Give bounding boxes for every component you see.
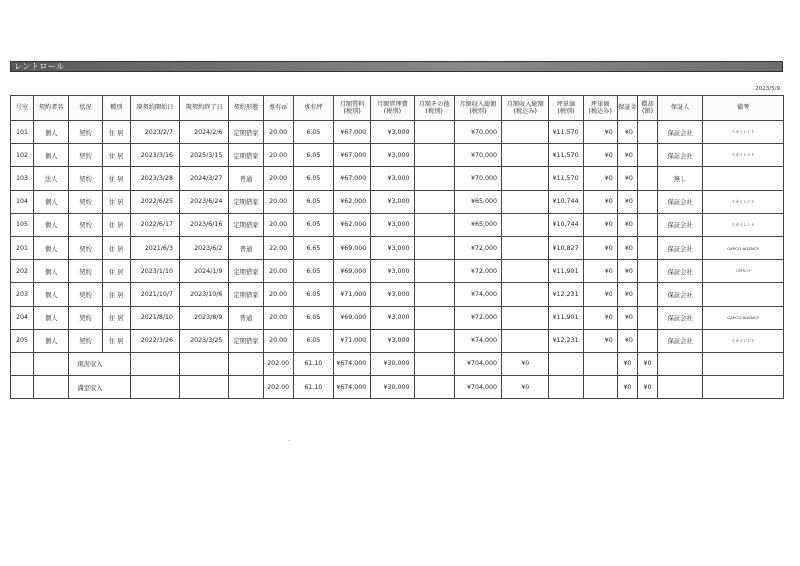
notes-cell: スカイレント (703, 144, 784, 167)
footer-mark: - (288, 437, 291, 444)
end-date-cell: 2025/3/15 (180, 144, 229, 167)
deposit-cell: ¥0 (617, 121, 637, 144)
totals-blank-cell (180, 352, 229, 375)
start-date-cell: 2023/3/16 (130, 144, 179, 167)
area-m2-cell: 20.00 (263, 144, 293, 167)
room-cell: 102 (11, 144, 34, 167)
totals-blank-cell (34, 376, 69, 399)
area-m2-cell: 20.00 (263, 306, 293, 329)
amort-cell (637, 190, 657, 213)
header-row (11, 96, 784, 121)
mgmt-fee-cell: ¥3,000 (371, 190, 414, 213)
area-tsubo-cell: 6.05 (293, 144, 333, 167)
unit-price-tax-cell: ¥0 (583, 213, 617, 236)
area-tsubo-cell: 6.05 (293, 167, 333, 190)
form-cell: 普通 (229, 236, 263, 259)
mgmt-fee-cell: ¥3,000 (371, 213, 414, 236)
amort-cell (637, 306, 657, 329)
unit-price-tax-cell: ¥0 (583, 329, 617, 352)
other-fee-cell (414, 236, 454, 259)
other-fee-cell (414, 190, 454, 213)
total-cell: ¥74,000 (454, 329, 501, 352)
area-tsubo-cell: 6.05 (293, 260, 333, 283)
type-cell: 住 居 (102, 283, 130, 306)
status-cell: 契約 (69, 213, 102, 236)
form-cell: 定期借家 (229, 190, 263, 213)
total-tax-cell (502, 306, 549, 329)
totals-row (11, 352, 784, 375)
status-cell: 契約 (69, 121, 102, 144)
header-form: 契約形態 (229, 96, 263, 121)
total-tax-cell (502, 121, 549, 144)
rent-cell: ¥71,000 (334, 329, 371, 352)
total-tax-cell (502, 329, 549, 352)
total-cell: ¥70,000 (454, 167, 501, 190)
rent-cell: ¥62,000 (334, 190, 371, 213)
header-total-tax-line2: (税込み) (513, 108, 537, 115)
rent-cell: ¥67,000 (334, 121, 371, 144)
totals-blank-cell (229, 352, 263, 375)
tenant-name-cell: 個人 (34, 121, 69, 144)
rent-cell: ¥69,000 (334, 236, 371, 259)
totals-blank-cell (703, 352, 784, 375)
area-m2-cell: 20.00 (263, 260, 293, 283)
start-date-cell: 2023/2/7 (130, 121, 179, 144)
totals-blank-cell (414, 352, 454, 375)
room-cell: 104 (11, 190, 34, 213)
header-area-m2: 専有㎡ (263, 96, 293, 121)
status-cell: 契約 (69, 190, 102, 213)
end-date-cell: 2023/10/6 (180, 283, 229, 306)
unit-price-cell: ¥10,744 (549, 213, 583, 236)
totals-blank-cell (130, 352, 179, 375)
status-cell: 契約 (69, 329, 102, 352)
totals-blank-cell (130, 376, 179, 399)
deposit-cell: ¥0 (617, 236, 637, 259)
start-date-cell: 2022/6/25 (130, 190, 179, 213)
unit-price-tax-cell: ¥0 (583, 121, 617, 144)
totals-area-tsubo-cell: 61.10 (293, 352, 333, 375)
tenant-name-cell: 個人 (34, 190, 69, 213)
header-deposit: 保証金 (617, 96, 637, 121)
type-cell: 住 居 (102, 329, 130, 352)
total-tax-cell (502, 283, 549, 306)
header-mgmt (371, 96, 414, 121)
room-cell: 204 (11, 306, 34, 329)
unit-price-cell: ¥10,744 (549, 190, 583, 213)
deposit-cell: ¥0 (617, 167, 637, 190)
table-row (11, 329, 784, 352)
unit-price-tax-cell: ¥0 (583, 236, 617, 259)
header-mgmt-line1: 月額管理費 (376, 100, 408, 108)
header-amortization (637, 96, 657, 121)
start-date-cell: 2022/3/26 (130, 329, 179, 352)
notes-cell: スカイレント (703, 190, 784, 213)
totals-label-cell: 現況収入 (69, 352, 130, 375)
totals-area-tsubo-cell: 61.10 (293, 376, 333, 399)
tenant-name-cell: 個人 (34, 283, 69, 306)
totals-blank-cell (414, 376, 454, 399)
other-fee-cell (414, 260, 454, 283)
header-total (454, 96, 501, 121)
deposit-cell: ¥0 (617, 283, 637, 306)
area-m2-cell: 20.00 (263, 283, 293, 306)
totals-blank-cell (583, 376, 617, 399)
unit-price-tax-cell: ¥0 (583, 306, 617, 329)
unit-price-cell: ¥12,231 (549, 283, 583, 306)
total-tax-cell (502, 213, 549, 236)
form-cell: 定期借家 (229, 329, 263, 352)
guarantor-cell: 保証会社 (658, 236, 703, 259)
totals-label-cell: 満室収入 (69, 376, 130, 399)
guarantor-cell: 保証会社 (658, 329, 703, 352)
header-room: 号室 (11, 96, 34, 121)
guarantor-cell: 保証会社 (658, 260, 703, 283)
totals-area-m2-cell: 202.00 (263, 352, 293, 375)
form-cell: 普通 (229, 306, 263, 329)
notes-cell: ｼｽｶｲﾚﾝﾄ (703, 260, 784, 283)
area-tsubo-cell: 6.65 (293, 236, 333, 259)
total-cell: ¥65,000 (454, 190, 501, 213)
type-cell: 住 居 (102, 236, 130, 259)
total-tax-cell (502, 236, 549, 259)
other-fee-cell (414, 306, 454, 329)
tenant-name-cell: 個人 (34, 329, 69, 352)
end-date-cell: 2024/3/27 (180, 167, 229, 190)
total-cell: ¥72,000 (454, 260, 501, 283)
totals-blank-cell (658, 376, 703, 399)
room-cell: 205 (11, 329, 34, 352)
type-cell: 住 居 (102, 167, 130, 190)
type-cell: 住 居 (102, 260, 130, 283)
end-date-cell: 2023/6/2 (180, 236, 229, 259)
area-m2-cell: 20.00 (263, 167, 293, 190)
totals-total-tax-cell: ¥0 (502, 376, 549, 399)
unit-price-tax-cell: ¥0 (583, 144, 617, 167)
form-cell: 定期借家 (229, 260, 263, 283)
header-unit-price (549, 96, 583, 121)
total-cell: ¥70,000 (454, 144, 501, 167)
header-amort-line1: 償却 (641, 100, 654, 108)
amort-cell (637, 329, 657, 352)
totals-blank-cell (549, 376, 583, 399)
room-cell: 101 (11, 121, 34, 144)
totals-blank-cell (549, 352, 583, 375)
header-other (414, 96, 454, 121)
header-total-line1: 月額収入総額 (459, 100, 497, 108)
header-area-tsubo: 専有坪 (293, 96, 333, 121)
other-fee-cell (414, 213, 454, 236)
totals-blank-cell (34, 352, 69, 375)
mgmt-fee-cell: ¥3,000 (371, 283, 414, 306)
header-status: 状況 (69, 96, 102, 121)
header-guarantor: 保証人 (658, 96, 703, 121)
rows-body (11, 121, 784, 353)
start-date-cell: 2021/8/10 (130, 306, 179, 329)
rent-roll-table (10, 95, 784, 399)
end-date-cell: 2024/1/9 (180, 260, 229, 283)
rent-cell: ¥69,000 (334, 306, 371, 329)
unit-price-cell: ¥12,231 (549, 329, 583, 352)
unit-price-cell: ¥11,570 (549, 167, 583, 190)
totals-blank-cell (229, 376, 263, 399)
guarantor-cell: 保証会社 (658, 144, 703, 167)
area-tsubo-cell: 6.05 (293, 213, 333, 236)
area-m2-cell: 20.00 (263, 329, 293, 352)
tenant-name-cell: 法人 (34, 167, 69, 190)
mgmt-fee-cell: ¥3,000 (371, 121, 414, 144)
notes-cell: CAPCO AGENCY (703, 306, 784, 329)
type-cell: 住 居 (102, 144, 130, 167)
unit-price-cell: ¥10,827 (549, 236, 583, 259)
totals-blank-cell (658, 352, 703, 375)
form-cell: 普通 (229, 167, 263, 190)
table-row (11, 260, 784, 283)
status-cell: 契約 (69, 283, 102, 306)
room-cell: 105 (11, 213, 34, 236)
totals-deposit-cell: ¥0 (617, 352, 637, 375)
room-cell: 201 (11, 236, 34, 259)
total-cell: ¥70,000 (454, 121, 501, 144)
deposit-cell: ¥0 (617, 190, 637, 213)
guarantor-cell: 保証会社 (658, 306, 703, 329)
totals-deposit-cell: ¥0 (617, 376, 637, 399)
guarantor-cell: 保証会社 (658, 190, 703, 213)
header-total-tax-line1: 月額収入総額 (506, 100, 544, 108)
form-cell: 定期借家 (229, 213, 263, 236)
header-unit-price-line1: 坪単価 (556, 100, 576, 108)
table-row (11, 283, 784, 306)
start-date-cell: 2021/6/3 (130, 236, 179, 259)
area-tsubo-cell: 6.05 (293, 121, 333, 144)
header-amort-line2: (額) (641, 108, 653, 115)
totals-blank-cell (583, 352, 617, 375)
total-cell: ¥74,000 (454, 283, 501, 306)
unit-price-tax-cell: ¥0 (583, 167, 617, 190)
area-m2-cell: 20.00 (263, 213, 293, 236)
header-unit-price-tax (583, 96, 617, 121)
header-notes: 備考 (703, 96, 784, 121)
rent-cell: ¥67,000 (334, 144, 371, 167)
amort-cell (637, 213, 657, 236)
status-cell: 契約 (69, 167, 102, 190)
area-tsubo-cell: 6.05 (293, 329, 333, 352)
type-cell: 住 居 (102, 190, 130, 213)
amort-cell (637, 236, 657, 259)
header-total-tax (502, 96, 549, 121)
total-tax-cell (502, 260, 549, 283)
totals-amort-cell: ¥0 (637, 376, 657, 399)
table-row (11, 306, 784, 329)
form-cell: 定期借家 (229, 144, 263, 167)
table-row (11, 121, 784, 144)
type-cell: 住 居 (102, 306, 130, 329)
type-cell: 住 居 (102, 121, 130, 144)
report-date: 2023/5/9 (755, 86, 780, 92)
totals-area-m2-cell: 202.00 (263, 376, 293, 399)
other-fee-cell (414, 167, 454, 190)
room-cell: 103 (11, 167, 34, 190)
notes-cell: スカイレント (703, 121, 784, 144)
totals-mgmt-cell: ¥30,000 (371, 352, 414, 375)
total-cell: ¥65,000 (454, 213, 501, 236)
header-other-line1: 月額その他 (418, 100, 450, 108)
unit-price-tax-cell: ¥0 (583, 190, 617, 213)
totals-total-tax-cell: ¥0 (502, 352, 549, 375)
end-date-cell: 2023/8/9 (180, 306, 229, 329)
unit-price-tax-cell: ¥0 (583, 283, 617, 306)
end-date-cell: 2023/6/24 (180, 190, 229, 213)
tenant-name-cell: 個人 (34, 260, 69, 283)
header-rent (334, 96, 371, 121)
mgmt-fee-cell: ¥3,000 (371, 144, 414, 167)
tenant-name-cell: 個人 (34, 213, 69, 236)
notes-cell (703, 167, 784, 190)
deposit-cell: ¥0 (617, 260, 637, 283)
other-fee-cell (414, 144, 454, 167)
amort-cell (637, 144, 657, 167)
form-cell: 定期借家 (229, 283, 263, 306)
header-rent-line1: 月額賃料 (339, 100, 365, 108)
other-fee-cell (414, 121, 454, 144)
table-row (11, 190, 784, 213)
totals-amort-cell: ¥0 (637, 352, 657, 375)
amort-cell (637, 121, 657, 144)
rent-cell: ¥67,000 (334, 167, 371, 190)
header-other-line2: (税別) (425, 108, 443, 115)
rent-cell: ¥69,000 (334, 260, 371, 283)
document-title: レントロール (14, 62, 65, 71)
area-tsubo-cell: 6.05 (293, 190, 333, 213)
notes-cell (703, 283, 784, 306)
header-unit-price-line2: (税別) (557, 108, 575, 115)
start-date-cell: 2023/3/28 (130, 167, 179, 190)
mgmt-fee-cell: ¥3,000 (371, 236, 414, 259)
guarantor-cell: 保証会社 (658, 283, 703, 306)
totals-blank-cell (11, 352, 34, 375)
start-date-cell: 2023/1/10 (130, 260, 179, 283)
amort-cell (637, 167, 657, 190)
header-type: 種別 (102, 96, 130, 121)
other-fee-cell (414, 283, 454, 306)
notes-cell: CAPCO AGENCY (703, 236, 784, 259)
unit-price-tax-cell: ¥0 (583, 260, 617, 283)
header-unit-price-tax-line2: (税込み) (588, 108, 612, 115)
totals-blank-cell (180, 376, 229, 399)
header-start: 現契約開始日 (130, 96, 179, 121)
rent-cell: ¥71,000 (334, 283, 371, 306)
header-total-line2: (税別) (469, 108, 487, 115)
totals-mgmt-cell: ¥30,000 (371, 376, 414, 399)
mgmt-fee-cell: ¥3,000 (371, 329, 414, 352)
notes-cell: スカイレント (703, 329, 784, 352)
mgmt-fee-cell: ¥3,000 (371, 260, 414, 283)
rent-cell: ¥62,000 (334, 213, 371, 236)
status-cell: 契約 (69, 260, 102, 283)
totals-total-cell: ¥704,000 (454, 376, 501, 399)
totals-row (11, 376, 784, 399)
end-date-cell: 2023/3/25 (180, 329, 229, 352)
deposit-cell: ¥0 (617, 144, 637, 167)
start-date-cell: 2021/10/7 (130, 283, 179, 306)
other-fee-cell (414, 329, 454, 352)
room-cell: 203 (11, 283, 34, 306)
table-row (11, 213, 784, 236)
totals-body (11, 352, 784, 398)
mgmt-fee-cell: ¥3,000 (371, 167, 414, 190)
header-tenant-name: 契約者名 (34, 96, 69, 121)
mgmt-fee-cell: ¥3,000 (371, 306, 414, 329)
tenant-name-cell: 個人 (34, 306, 69, 329)
deposit-cell: ¥0 (617, 329, 637, 352)
total-cell: ¥72,000 (454, 306, 501, 329)
table-row (11, 167, 784, 190)
total-cell: ¥72,000 (454, 236, 501, 259)
guarantor-cell: 保証会社 (658, 121, 703, 144)
start-date-cell: 2022/6/17 (130, 213, 179, 236)
deposit-cell: ¥0 (617, 306, 637, 329)
area-tsubo-cell: 6.05 (293, 306, 333, 329)
header-mgmt-line2: (税別) (383, 108, 401, 115)
room-cell: 202 (11, 260, 34, 283)
totals-blank-cell (703, 376, 784, 399)
tenant-name-cell: 個人 (34, 236, 69, 259)
deposit-cell: ¥0 (617, 213, 637, 236)
totals-blank-cell (11, 376, 34, 399)
status-cell: 契約 (69, 306, 102, 329)
status-cell: 契約 (69, 144, 102, 167)
totals-rent-cell: ¥674,000 (334, 352, 371, 375)
notes-cell: スカイレント (703, 213, 784, 236)
end-date-cell: 2023/6/16 (180, 213, 229, 236)
area-m2-cell: 22.00 (263, 236, 293, 259)
guarantor-cell: 無し (658, 167, 703, 190)
totals-rent-cell: ¥674,000 (334, 376, 371, 399)
header-unit-price-tax-line1: 坪単価 (590, 100, 610, 108)
total-tax-cell (502, 190, 549, 213)
unit-price-cell: ¥11,901 (549, 306, 583, 329)
form-cell: 定期借家 (229, 121, 263, 144)
totals-total-cell: ¥704,000 (454, 352, 501, 375)
area-tsubo-cell: 6.05 (293, 283, 333, 306)
status-cell: 契約 (69, 236, 102, 259)
unit-price-cell: ¥11,570 (549, 121, 583, 144)
area-m2-cell: 20.00 (263, 190, 293, 213)
amort-cell (637, 283, 657, 306)
tenant-name-cell: 個人 (34, 144, 69, 167)
unit-price-cell: ¥11,901 (549, 260, 583, 283)
table-row (11, 236, 784, 259)
type-cell: 住 居 (102, 213, 130, 236)
total-tax-cell (502, 167, 549, 190)
total-tax-cell (502, 144, 549, 167)
header-end: 現契約終了日 (180, 96, 229, 121)
unit-price-cell: ¥11,570 (549, 144, 583, 167)
guarantor-cell: 保証会社 (658, 213, 703, 236)
area-m2-cell: 20.00 (263, 121, 293, 144)
title-bar (10, 61, 783, 72)
table-row (11, 144, 784, 167)
amort-cell (637, 260, 657, 283)
end-date-cell: 2024/2/6 (180, 121, 229, 144)
header-rent-line2: (税別) (343, 108, 361, 115)
